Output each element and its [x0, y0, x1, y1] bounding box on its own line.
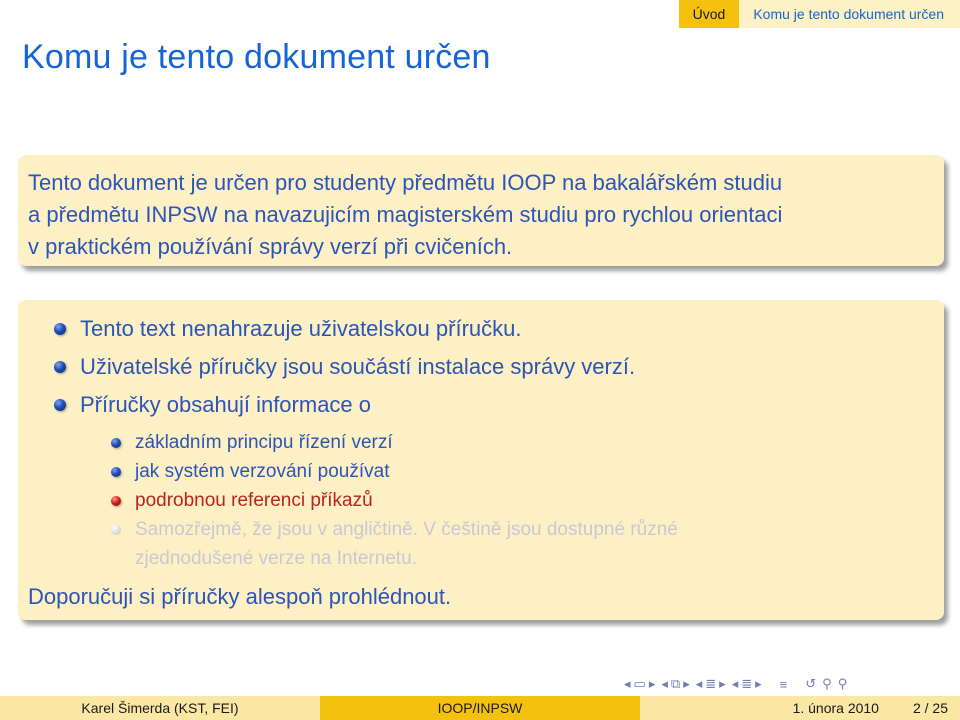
bullet-ball-icon [111, 467, 121, 477]
intro-line-2: a předmětu INPSW na navazujicím magisterském studiu pro rychlou orientaci [28, 202, 783, 227]
bullet-ball-icon [111, 438, 121, 448]
headline-section-link[interactable]: Úvod [679, 0, 740, 28]
nav-frame-group [624, 676, 655, 692]
nav-back-forward-icon[interactable]: ↺ [805, 676, 817, 691]
footer-author: Karel Šimerda (KST, FEI) [0, 696, 320, 720]
bullet-ball-red-icon [111, 496, 121, 506]
footer-page-number: 2 / 25 [912, 700, 948, 716]
nav-subsection-group [661, 676, 689, 692]
bullet-ball-icon [54, 323, 66, 335]
nav-toc-icon[interactable]: ≡ [779, 676, 788, 692]
footer-right [640, 696, 960, 720]
list-item [54, 348, 932, 386]
sublist-item-alert [111, 486, 932, 515]
list-item-text: Uživatelské příručky jsou součástí instalace správy verzí. [80, 354, 636, 379]
headline-subsection-link[interactable]: Komu je tento dokument určen [739, 0, 960, 28]
intro-line-3: v praktickém používání správy verzí při cvičeních. [28, 234, 513, 259]
bullet-ball-faded-icon [111, 525, 121, 535]
intro-block [18, 155, 944, 266]
nav-section-icon[interactable]: ≣ [705, 676, 717, 691]
nav-right-arrow-icon[interactable]: ▸ [648, 676, 656, 691]
nav-right-arrow-icon[interactable]: ▸ [683, 676, 690, 691]
nav-section-group [696, 676, 726, 692]
closing-recommendation: Doporučuji si příručky alespoň prohlédnout. [28, 584, 452, 609]
intro-line-1: Tento dokument je určen pro studenty předmětu IOOP na bakalářském studiu [28, 170, 783, 195]
faded-note [135, 515, 835, 573]
footline [0, 696, 960, 720]
sublist-item [111, 457, 932, 486]
list-item-text: Příručky obsahují informace o [80, 392, 372, 417]
sublist-item-faded [111, 515, 932, 573]
nav-left-arrow-icon[interactable]: ◂ [661, 676, 668, 691]
list-item [54, 310, 932, 348]
list-item [54, 386, 932, 424]
manuals-list [28, 310, 932, 424]
faded-note-line-1: Samozřejmě, že jsou v angličtině. V češtině jsou dostupné různé [135, 519, 678, 540]
faded-note-line-2: zjednodušené verze na Internetu. [135, 548, 418, 569]
list-item-text: Tento text nenahrazuje uživatelskou příručku. [80, 316, 522, 341]
sublist-item-text: základním principu řízení verzí [135, 432, 393, 453]
frame-title: Komu je tento dokument určen [22, 38, 491, 76]
nav-right-arrow-icon[interactable]: ▸ [719, 676, 726, 691]
bullet-ball-icon [54, 361, 66, 373]
nav-subsection-icon[interactable]: ⧉ [670, 676, 681, 691]
sublist-item-text: podrobnou referenci příkazů [135, 490, 373, 511]
nav-frame-icon[interactable]: ▭ [633, 676, 646, 691]
sublist-item-text: jak systém verzování používat [135, 461, 390, 482]
nav-right-arrow-icon[interactable]: ▸ [755, 676, 762, 691]
nav-left-arrow-icon[interactable]: ◂ [731, 676, 739, 691]
beamer-navigation-bar [624, 672, 847, 696]
nav-search-icon[interactable]: ⚲ [837, 676, 848, 691]
manuals-block [18, 300, 944, 620]
footer-course: IOOP/INPSW [320, 696, 640, 720]
nav-part-group [732, 676, 762, 692]
nav-zoom-icon[interactable]: ⚲ [822, 676, 832, 691]
headline-bar [0, 0, 960, 28]
nav-left-arrow-icon[interactable]: ◂ [624, 676, 631, 691]
manuals-sublist [28, 428, 932, 573]
sublist-item [111, 428, 932, 457]
footer-date: 1. února 2010 [792, 700, 879, 716]
nav-part-icon[interactable]: ≣ [741, 676, 753, 691]
bullet-ball-icon [54, 399, 66, 411]
nav-left-arrow-icon[interactable]: ◂ [695, 676, 703, 691]
